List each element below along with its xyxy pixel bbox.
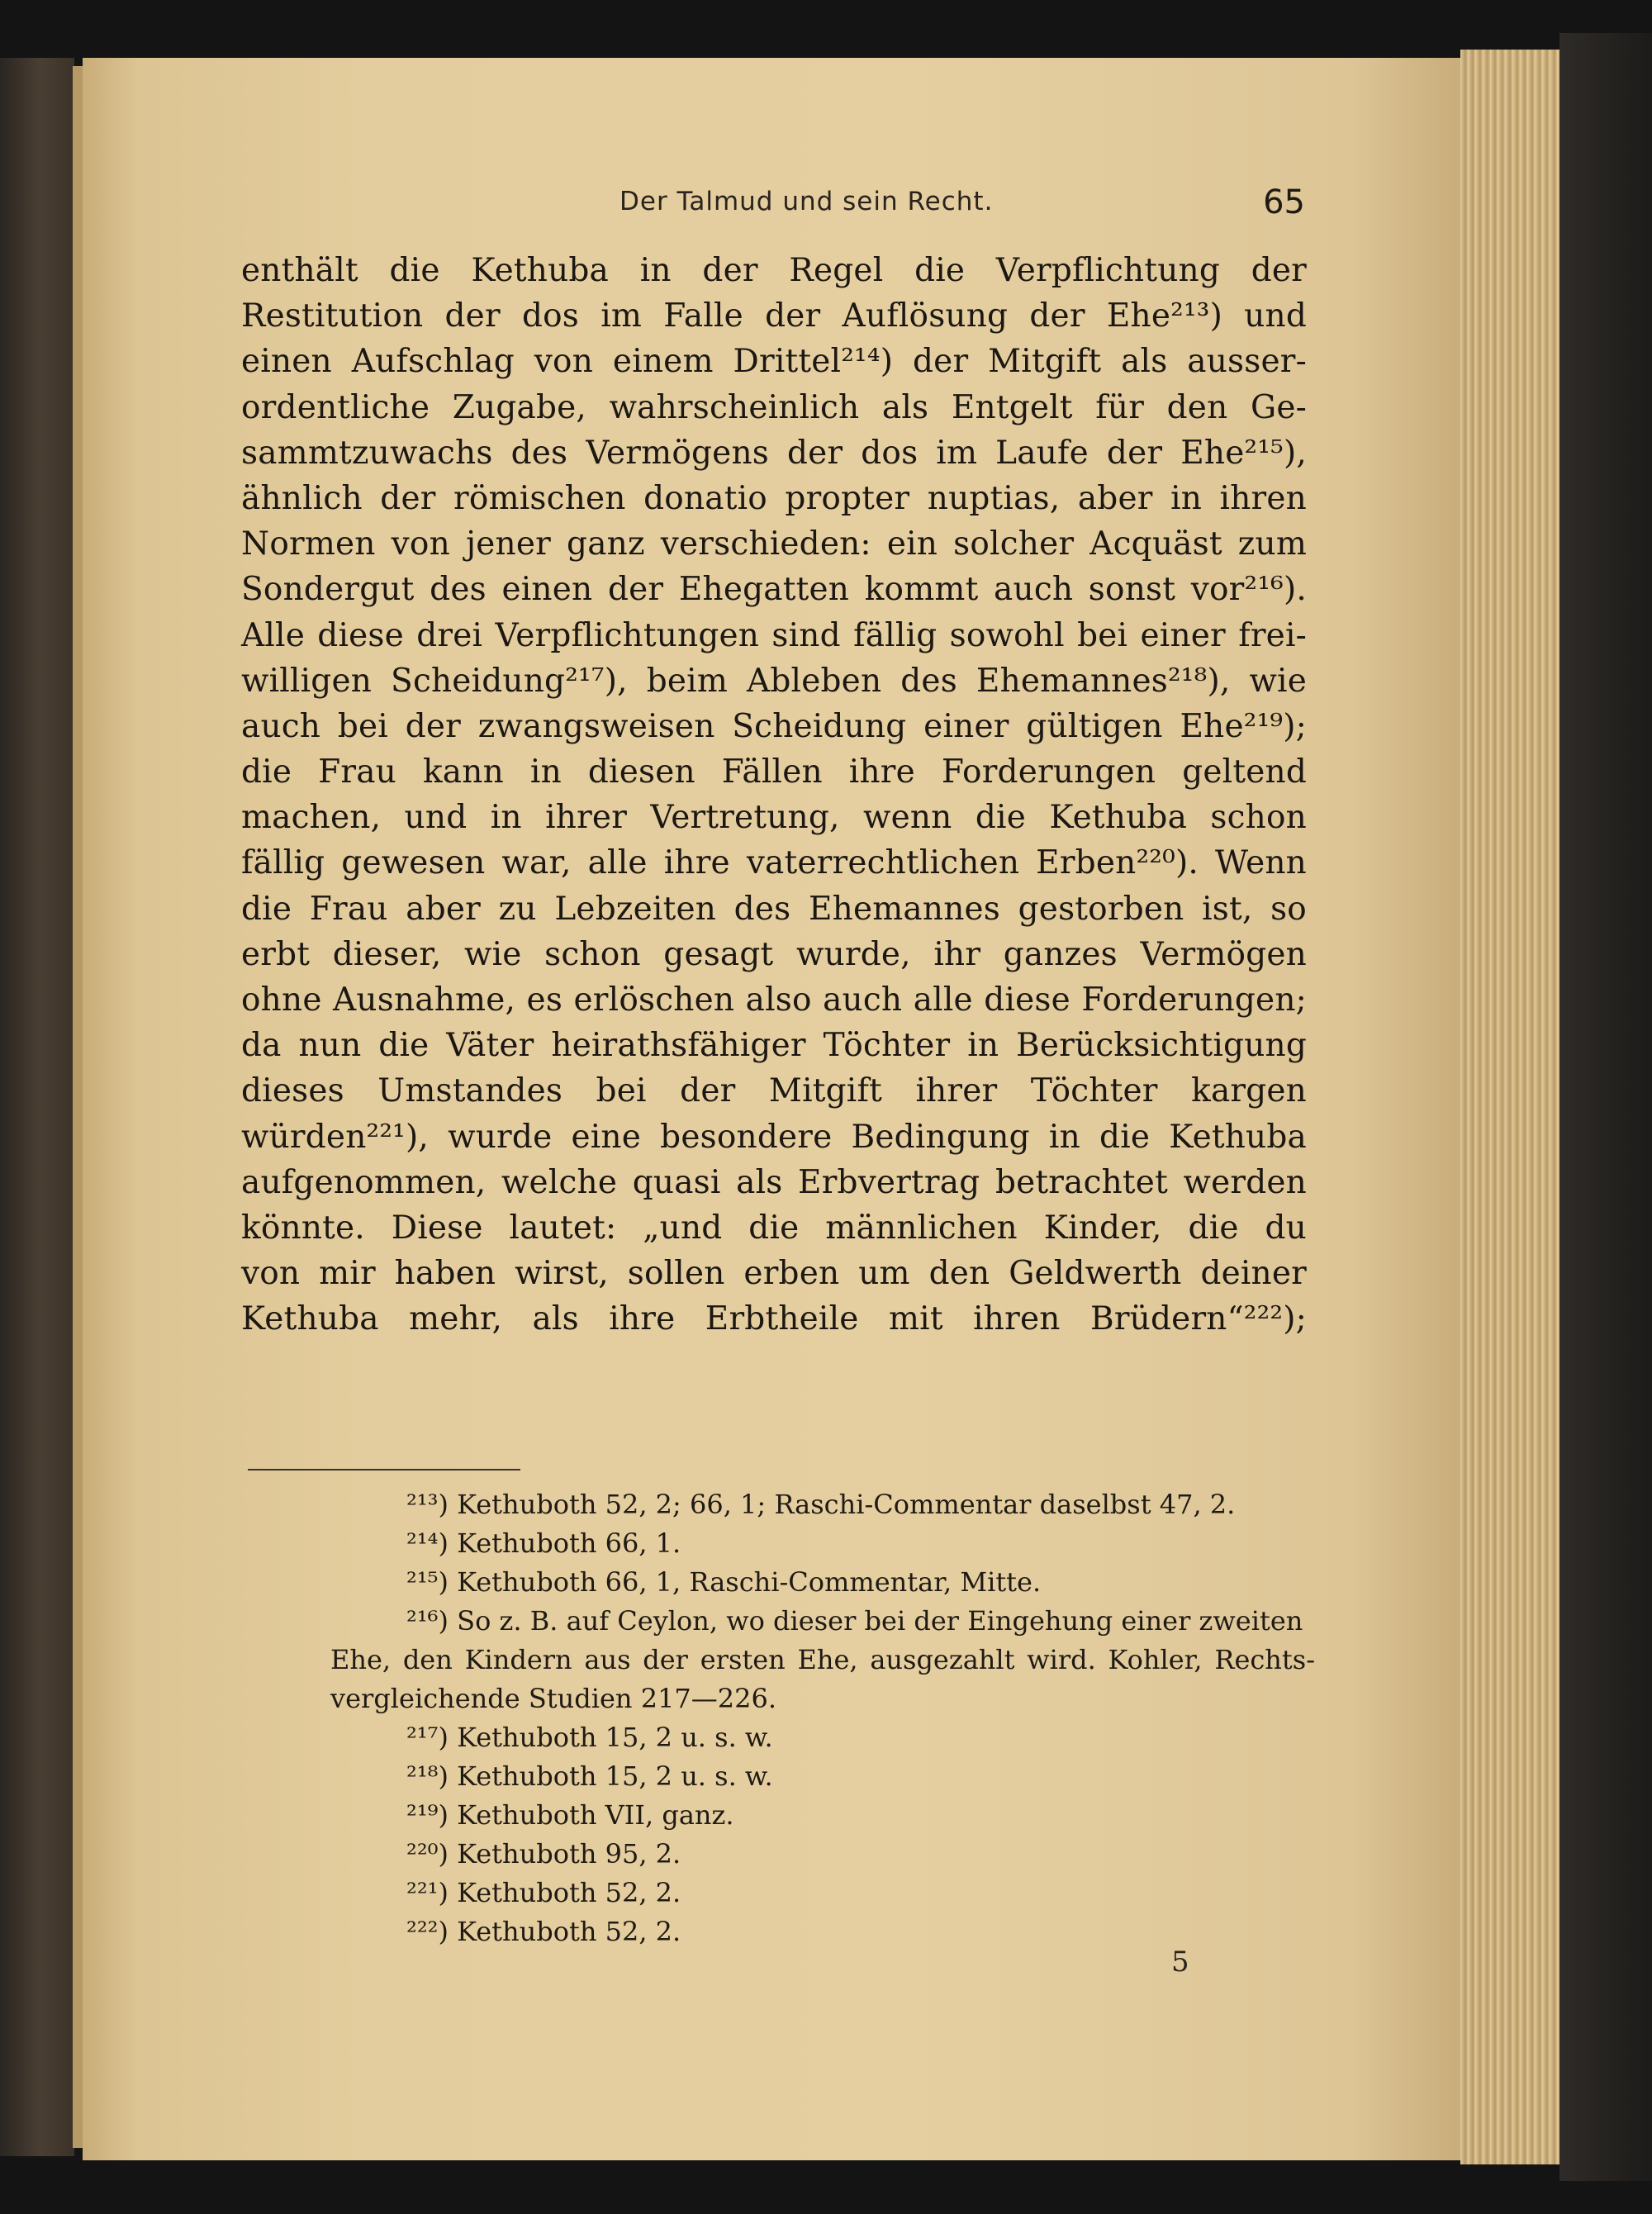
left-cover <box>0 58 74 2156</box>
book-page <box>83 58 1460 2160</box>
text-line: machen, und in ihrer Vertretung, wenn die Kethuba schon <box>241 799 1307 837</box>
text-line: Normen von jener ganz verschieden: ein solcher Acquäst zum <box>241 525 1307 563</box>
footnote: ²²⁰) Kethuboth 95, 2. <box>406 1838 681 1870</box>
running-title: Der Talmud und sein Recht. <box>620 187 994 216</box>
page-edges <box>1460 50 1563 2164</box>
signature-mark: 5 <box>1171 1946 1189 1979</box>
text-line: auch bei der zwangsweisen Scheidung einer gültigen Ehe²¹⁹); <box>241 707 1307 745</box>
footnote: ²¹⁷) Kethuboth 15, 2 u. s. w. <box>406 1722 773 1753</box>
footnote-continuation: Ehe, den Kindern aus der ersten Ehe, ausgezahlt wird. Kohler, Rechts- <box>330 1644 1315 1675</box>
body-text <box>241 248 1307 1342</box>
text-line: willigen Scheidung²¹⁷), beim Ableben des Ehemannes²¹⁸), wie <box>241 662 1307 700</box>
running-head <box>529 183 1305 233</box>
page-number: 65 <box>1263 183 1305 221</box>
footnotes <box>241 1485 1315 1951</box>
text-line: ordentliche Zugabe, wahrscheinlich als Entgelt für den Ge- <box>241 388 1307 426</box>
text-line: Sondergut des einen der Ehegatten kommt auch sonst vor²¹⁶). <box>241 571 1307 609</box>
right-cover <box>1559 33 1652 2181</box>
text-line: dieses Umstandes bei der Mitgift ihrer Töchter kargen <box>241 1072 1307 1110</box>
text-line: da nun die Väter heirathsfähiger Töchter in Berücksichtigung <box>241 1027 1307 1065</box>
text-line: Kethuba mehr, als ihre Erbtheile mit ihren Brüdern“²²²); <box>241 1300 1307 1338</box>
footnote: ²¹⁵) Kethuboth 66, 1, Raschi-Commentar, Mitte. <box>406 1566 1042 1598</box>
footnote: ²²²) Kethuboth 52, 2. <box>406 1916 681 1947</box>
text-line: Alle diese drei Verpflichtungen sind fällig sowohl bei einer frei- <box>241 616 1307 654</box>
text-line: die Frau aber zu Lebzeiten des Ehemannes gestorben ist, so <box>241 890 1307 928</box>
footnote-rule <box>248 1469 520 1470</box>
text-line: könnte. Diese lautet: „und die männlichen Kinder, die du <box>241 1209 1307 1247</box>
text-line: von mir haben wirst, sollen erben um den Geldwerth deiner <box>241 1255 1307 1293</box>
text-line: ohne Ausnahme, es erlöschen also auch alle diese Forderungen; <box>241 981 1307 1019</box>
footnote: ²²¹) Kethuboth 52, 2. <box>406 1877 681 1908</box>
text-line: enthält die Kethuba in der Regel die Verpflichtung der <box>241 252 1307 289</box>
text-line: einen Aufschlag von einem Drittel²¹⁴) der Mitgift als ausser- <box>241 343 1307 381</box>
footnote: ²¹⁹) Kethuboth VII, ganz. <box>406 1799 734 1831</box>
text-line: aufgenommen, welche quasi als Erbvertrag betrachtet werden <box>241 1163 1307 1201</box>
footnote: ²¹⁶) So z. B. auf Ceylon, wo dieser bei der Eingehung einer zweiten <box>406 1605 1303 1637</box>
text-line: sammtzuwachs des Vermögens der dos im Laufe der Ehe²¹⁵), <box>241 434 1307 472</box>
footnote: ²¹³) Kethuboth 52, 2; 66, 1; Raschi-Commentar daselbst 47, 2. <box>406 1489 1236 1520</box>
text-line: Restitution der dos im Falle der Auflösung der Ehe²¹³) und <box>241 297 1307 335</box>
text-line: die Frau kann in diesen Fällen ihre Forderungen geltend <box>241 753 1307 791</box>
text-line: fällig gewesen war, alle ihre vaterrechtlichen Erben²²⁰). Wenn <box>241 844 1307 882</box>
footnote: ²¹⁴) Kethuboth 66, 1. <box>406 1527 681 1559</box>
text-line: ähnlich der römischen donatio propter nuptias, aber in ihren <box>241 479 1307 517</box>
footnote: ²¹⁸) Kethuboth 15, 2 u. s. w. <box>406 1760 773 1792</box>
text-line: erbt dieser, wie schon gesagt wurde, ihr ganzes Vermögen <box>241 935 1307 973</box>
footnote-continuation: vergleichende Studien 217—226. <box>330 1683 777 1714</box>
text-line: würden²²¹), wurde eine besondere Bedingung in die Kethuba <box>241 1118 1307 1156</box>
